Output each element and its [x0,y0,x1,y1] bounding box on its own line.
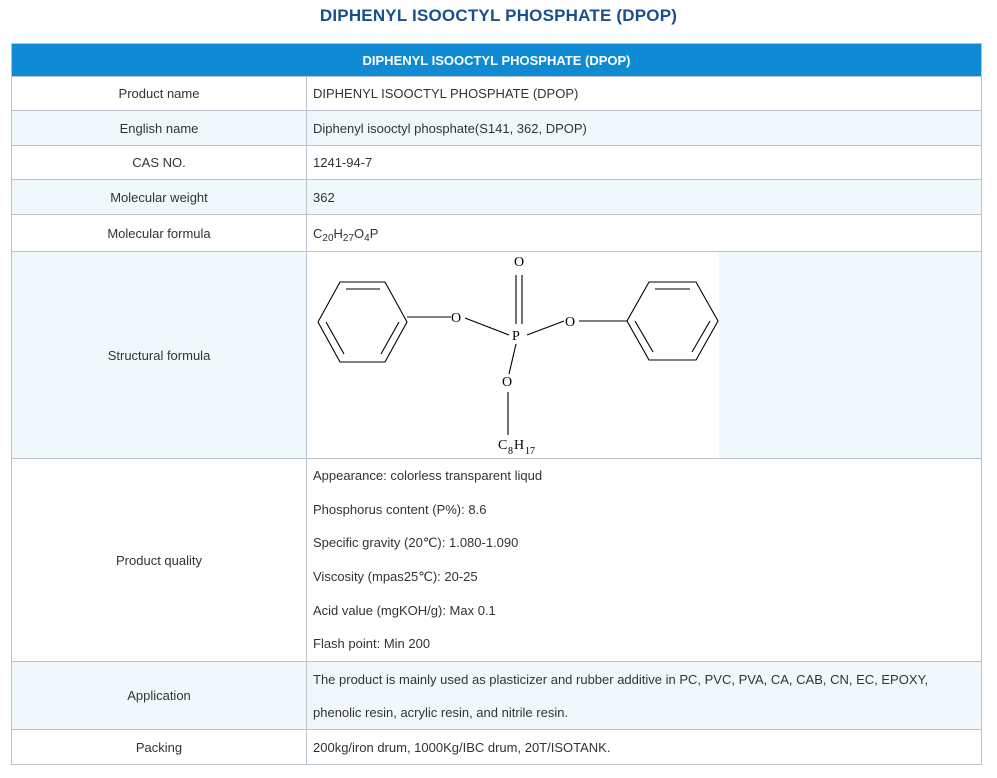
row-cas-no [12,146,982,180]
label-molecular-weight: Molecular weight [12,180,307,215]
atom-o-left: O [451,311,462,326]
formula-h-count: 27 [342,232,355,244]
row-packing [12,730,982,765]
page-title: DIPHENYL ISOOCTYL PHOSPHATE (DPOP) [319,6,678,25]
quality-item: Specific gravity (20℃): 1.080-1.090 [313,535,519,551]
spec-table [11,43,982,765]
quality-item: Viscosity (mpas25℃): 20-25 [313,569,478,585]
row-product-quality [12,459,982,662]
table-header-row [12,44,982,77]
value-molecular-formula [307,215,982,252]
quality-item: Flash point: Min 200 [313,636,431,652]
value-packing: 200kg/iron drum, 1000Kg/IBC drum, 20T/ISOTANK. [307,730,982,765]
quality-item: Phosphorus content (P%): 8.6 [313,501,487,517]
application-line: phenolic resin, acrylic resin, and nitrile resin. [313,704,569,720]
application-line: The product is mainly used as plasticizer and rubber additive in PC, PVC, PVA, CA, CAB, CN, EC, EPOXY, [313,671,929,687]
row-product-name [12,77,982,111]
formula-o-count: 4 [364,232,370,244]
label-product-quality: Product quality [12,459,307,662]
atom-o-bottom: O [502,375,513,390]
row-english-name [12,111,982,146]
value-cas-no: 1241-94-7 [307,146,982,180]
row-molecular-formula [12,215,982,252]
value-english-name: Diphenyl isooctyl phosphate(S141, 362, DPOP) [307,111,982,146]
atom-p: P [512,329,520,344]
atom-o-right: O [565,315,576,330]
atom-c: C [498,438,508,453]
formula-c-count: 20 [322,232,334,244]
atom-h: H [514,438,525,453]
label-application: Application [12,662,307,730]
label-molecular-formula: Molecular formula [12,215,307,252]
row-structural-formula [12,252,982,459]
quality-item: Acid value (mgKOH/g): Max 0.1 [313,602,496,618]
label-english-name: English name [12,111,307,146]
row-application [12,662,982,730]
label-product-name: Product name [12,77,307,111]
formula-h: H [333,225,343,241]
atom-h-subscript: 17 [525,446,535,457]
value-product-name: DIPHENYL ISOOCTYL PHOSPHATE (DPOP) [307,77,982,111]
formula-o: O [354,225,365,241]
label-packing: Packing [12,730,307,765]
quality-item: Appearance: colorless transparent liqud [313,468,543,483]
value-structural-formula [307,252,982,459]
value-product-quality [307,459,982,662]
formula-c: C [313,225,323,241]
row-molecular-weight [12,180,982,215]
value-application [307,662,982,730]
table-header: DIPHENYL ISOOCTYL PHOSPHATE (DPOP) [12,44,982,77]
formula-p: P [369,225,379,241]
label-structural-formula: Structural formula [12,252,307,459]
atom-o-top: O [514,255,525,270]
value-molecular-weight: 362 [307,180,982,215]
label-cas-no: CAS NO. [12,146,307,180]
atom-c-subscript: 8 [508,446,513,457]
structural-formula-image [307,252,719,458]
